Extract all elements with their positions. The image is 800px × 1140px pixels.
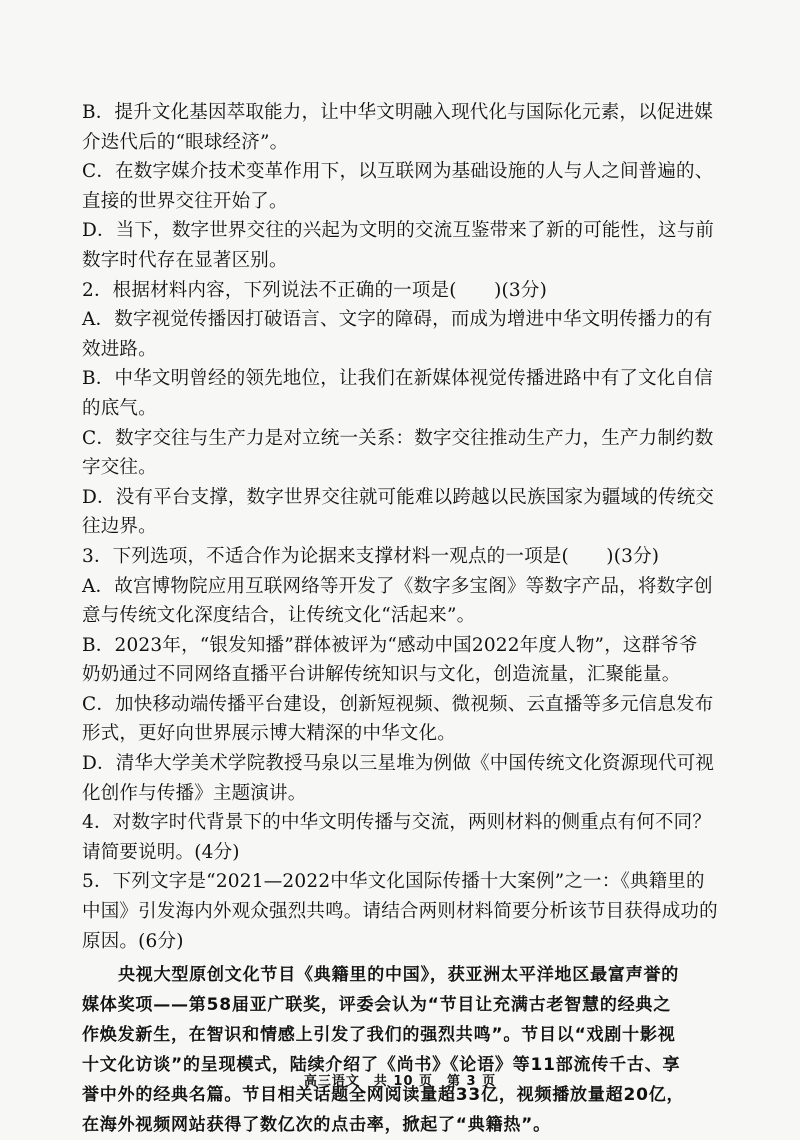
text-line: 中国》引发海内外观众强烈共鸣。请结合两则材料简要分析该节目获得成功的	[82, 901, 718, 923]
text-line: D．当下，数字世界交往的兴起为文明的交流互鉴带来了新的可能性，这与前	[82, 220, 715, 242]
page-footer: 高三语文 共 10 页 第 3 页	[303, 1074, 497, 1089]
question-4-stem: 4．对数字时代背景下的中华文明传播与交流，两则材料的侧重点有何不同？	[82, 812, 712, 834]
text-line: D．没有平台支撑，数字世界交往就可能难以跨越以民族国家为疆域的传统交	[82, 486, 715, 508]
quoted-passage	[82, 960, 722, 1140]
text-line: 效进路。	[82, 338, 157, 360]
question-3-stem: 3．下列选项，不适合作为论据来支撑材料一观点的一项是( )(3分)	[82, 545, 660, 567]
text-line: A．故宫博物院应用互联网络等开发了《数字多宝阁》等数字产品，将数字创	[82, 575, 713, 597]
text-line: 介迭代后的“眼球经济”。	[82, 131, 289, 153]
passage-line: 誉中外的经典名篇。节目相关话题全网阅读量超33亿，视频播放量超20亿，	[82, 1085, 685, 1106]
passage-line: 央视大型原创文化节目《典籍里的中国》，获亚洲太平洋地区最富声誉的	[118, 965, 680, 986]
text-line: C．加快移动端传播平台建设，创新短视频、微视频、云直播等多元信息发布	[82, 693, 714, 715]
text-line: 往边界。	[82, 516, 157, 538]
text-line: B．提升文化基因萃取能力，让中华文明融入现代化与国际化元素，以促进媒	[82, 102, 713, 123]
passage-line: 十文化访谈”的呈现模式，陆续介绍了《尚书》《论语》等11部流传千古、享	[82, 1055, 681, 1076]
passage-line: 媒体奖项——第58届亚广联奖，评委会认为“节目让充满古老智慧的经典之	[82, 995, 672, 1016]
question-2-stem: 2．根据材料内容，下列说法不正确的一项是( )(3分)	[82, 279, 548, 301]
passage-line: 作焕发新生，在智识和情感上引发了我们的强烈共鸣”。节目以“戏剧十影视	[82, 1025, 676, 1046]
text-line: D．清华大学美术学院教授马泉以三星堆为例做《中国传统文化资源现代可视	[82, 753, 715, 775]
text-line: 直接的世界交往开始了。	[82, 190, 288, 212]
question-5-stem: 5．下列文字是“2021—2022中华文化国际传播十大案例”之一：《典籍里的	[82, 871, 705, 893]
text-line: B．中华文明曾经的领先地位，让我们在新媒体视觉传播进路中有了文化自信	[82, 368, 713, 390]
text-line: 数字时代存在显著区别。	[82, 249, 288, 271]
question-block	[82, 98, 722, 956]
text-line: 的底气。	[82, 397, 157, 419]
passage-line: 在海外视频网站获得了数亿次的点击率，掀起了“典籍热”。	[82, 1115, 551, 1136]
text-line: 形式，更好向世界展示博大精深的中华文化。	[82, 723, 457, 745]
text-line: A．数字视觉传播因打破语言、文字的障碍，而成为增进中华文明传播力的有	[82, 309, 713, 331]
text-line: 奶奶通过不同网络直播平台讲解传统知识与文化，创造流量，汇聚能量。	[82, 664, 681, 686]
text-line: 意与传统文化深度结合，让传统文化“活起来”。	[82, 605, 476, 627]
text-line: 请简要说明。(4分)	[82, 841, 240, 863]
text-line: C．在数字媒介技术变革作用下，以互联网为基础设施的人与人之间普遍的、	[82, 161, 714, 183]
text-line: 字交往。	[82, 457, 157, 479]
text-line: B．2023年，“银发知播”群体被评为“感动中国2022年度人物”，这群爷爷	[82, 634, 698, 656]
text-line: 化创作与传播》主题演讲。	[82, 782, 307, 804]
text-line: C．数字交往与生产力是对立统一关系：数字交往推动生产力，生产力制约数	[82, 427, 714, 449]
text-line: 原因。(6分)	[82, 930, 184, 952]
page-content	[82, 98, 722, 1140]
